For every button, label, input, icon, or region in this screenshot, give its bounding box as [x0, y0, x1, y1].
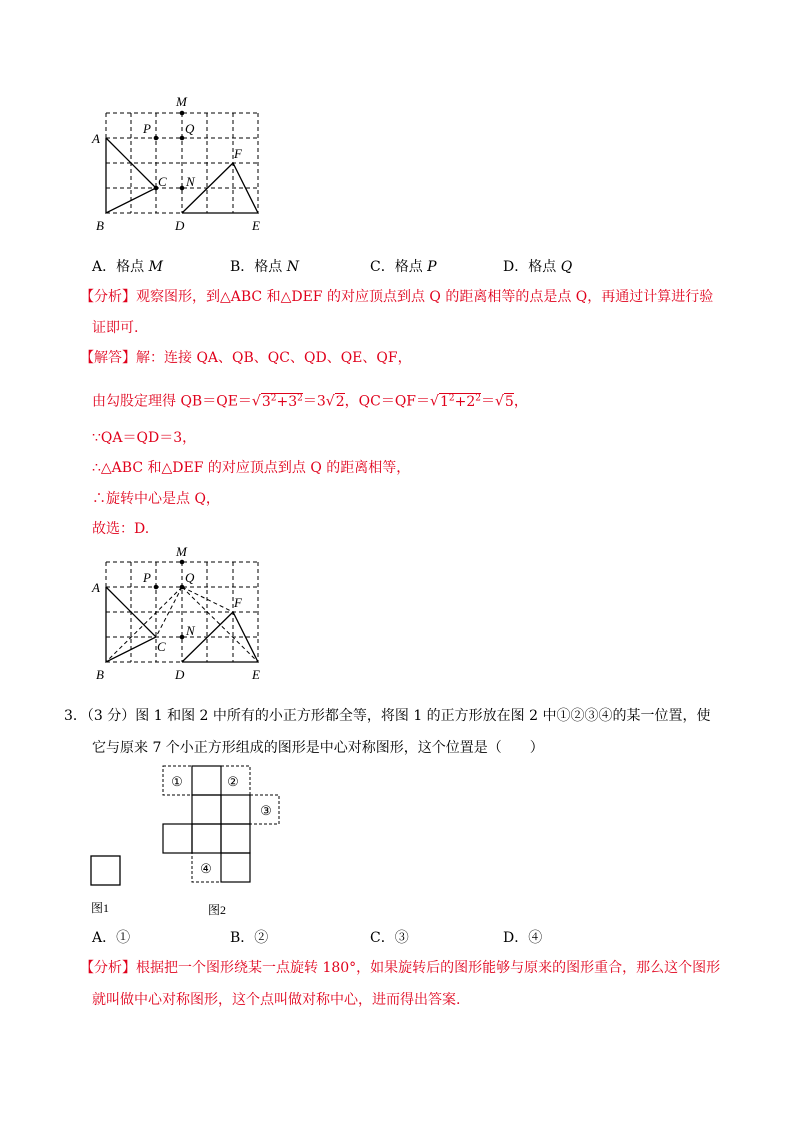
label-C: C — [158, 174, 167, 189]
label-E: E — [252, 667, 260, 682]
label-M: M — [176, 544, 187, 559]
q3-stem-line-2: 它与原来 7 个小正方形组成的图形是中心对称图形，这个位置是（ ） — [92, 740, 544, 756]
position-3-mark: ③ — [260, 803, 272, 818]
label-F: F — [234, 595, 242, 610]
option-b[interactable]: B．格点 N — [230, 259, 299, 275]
q3-analysis-line-2: 就叫做中心对称图形，这个点叫做对称中心，进而得出答案. — [92, 992, 461, 1008]
q3-option-a[interactable]: A．① — [92, 930, 131, 946]
label-P: P — [143, 570, 151, 585]
label-E: E — [252, 218, 260, 233]
label-N: N — [186, 623, 195, 638]
label-P: P — [143, 121, 151, 136]
q3-analysis-line-1: 【分析】根据把一个图形绕某一点旋转 180°，如果旋转后的图形能够与原来的图形重合，那么这个图形 — [80, 960, 721, 976]
label-D: D — [175, 667, 185, 682]
grid-figure-top — [85, 90, 275, 240]
position-1-mark: ① — [171, 774, 183, 789]
label-B: B — [96, 218, 104, 233]
solution-because: ∵QA＝QD＝3， — [92, 430, 197, 446]
label-N: N — [186, 174, 195, 189]
option-d[interactable]: D．格点 Q — [503, 259, 573, 275]
grid-figure-solution — [85, 540, 275, 690]
label-C: C — [157, 639, 166, 654]
q3-option-d[interactable]: D．④ — [503, 930, 543, 946]
label-Q: Q — [185, 570, 195, 585]
position-2-mark: ② — [227, 774, 239, 789]
q3-option-c[interactable]: C．③ — [370, 930, 409, 946]
q3-option-b[interactable]: B．② — [230, 930, 269, 946]
label-A: A — [92, 131, 100, 146]
solution-line-1: 【解答】解：连接 QA、QB、QC、QD、QE、QF， — [80, 350, 412, 366]
position-4-mark: ④ — [200, 861, 212, 876]
label-Q: Q — [185, 121, 195, 136]
label-A: A — [92, 580, 100, 595]
fig1-caption: 图1 — [91, 901, 110, 915]
fig2-caption: 图2 — [208, 903, 227, 917]
option-a[interactable]: A．格点 M — [92, 259, 163, 275]
solution-therefore-1: ∴△ABC 和△DEF 的对应顶点到点 Q 的距离相等， — [92, 460, 411, 476]
label-B: B — [96, 667, 104, 682]
label-D: D — [175, 218, 185, 233]
solution-pythagoras: 由勾股定理得 $QB=QE=√3^2+3^2=3√2$，$QC=QF=√1^2+2^2=√5$， — [92, 393, 528, 410]
analysis-line-2: 证即可. — [92, 320, 139, 336]
label-F: F — [234, 146, 242, 161]
analysis-line-1: 【分析】观察图形，到△ABC 和△DEF 的对应顶点到点 Q 的距离相等的点是点 Q，再通过计算进行验 — [80, 289, 714, 305]
option-c[interactable]: C．格点 P — [370, 259, 437, 275]
solution-therefore-2: ∴旋转中心是点 Q， — [92, 491, 220, 507]
label-M: M — [176, 94, 187, 109]
solution-answer: 故选：D. — [92, 521, 150, 537]
q3-figures — [85, 760, 295, 920]
q3-stem-line-1: 3．（3 分）图 1 和图 2 中所有的小正方形都全等，将图 1 的正方形放在图 2 中①②③④的某一位置，使 — [64, 708, 711, 724]
